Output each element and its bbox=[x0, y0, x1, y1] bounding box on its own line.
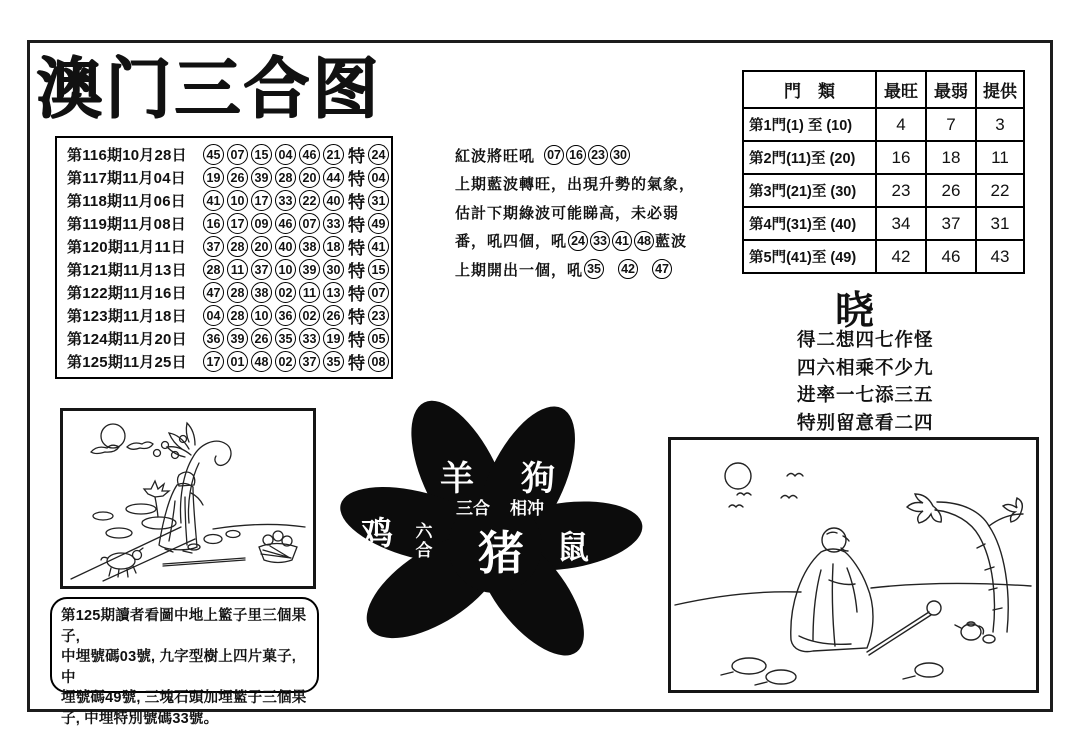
gate-offer-cell: 43 bbox=[976, 240, 1024, 273]
number-ball: 28 bbox=[227, 282, 248, 303]
gate-hot-cell: 4 bbox=[876, 108, 926, 141]
number-ball: 11 bbox=[227, 259, 248, 280]
zodiac-flower bbox=[333, 396, 643, 688]
sun-icon bbox=[725, 463, 751, 489]
zodiac-label-goat: 羊 bbox=[440, 460, 474, 498]
number-ball: 39 bbox=[251, 167, 272, 188]
number-ball: 15 bbox=[251, 144, 272, 165]
number-ball: 13 bbox=[323, 282, 344, 303]
number-ball: 10 bbox=[251, 305, 272, 326]
number-ball: 17 bbox=[227, 213, 248, 234]
wave-text: 上期藍波轉旺，出現升勢的氣象， bbox=[455, 176, 696, 194]
number-ball: 38 bbox=[251, 282, 272, 303]
number-ball: 45 bbox=[203, 144, 224, 165]
number-ball: 16 bbox=[203, 213, 224, 234]
special-label: 特 bbox=[348, 193, 365, 212]
zodiac-flower-art bbox=[333, 396, 643, 688]
gate-range-cell: 第5門(41)至 (49) bbox=[743, 240, 876, 273]
gate-weak-cell: 26 bbox=[926, 174, 976, 207]
fruit-basket bbox=[259, 531, 297, 563]
result-row bbox=[67, 350, 387, 373]
wave-line bbox=[455, 198, 740, 227]
number-ball: 44 bbox=[323, 167, 344, 188]
reader-note-line: 中埋號碼03號, 九字型樹上四片菓子, 中 bbox=[61, 649, 297, 686]
gate-header-cell: 提供 bbox=[976, 71, 1024, 108]
gate-weak-cell: 37 bbox=[926, 207, 976, 240]
number-ball: 02 bbox=[275, 282, 296, 303]
draw-date: 第117期11月04日 bbox=[67, 170, 186, 187]
wave-number-ball: 42 bbox=[618, 259, 638, 279]
number-ball: 20 bbox=[299, 167, 320, 188]
wave-number-ball: 23 bbox=[588, 145, 608, 165]
gate-hot-cell: 42 bbox=[876, 240, 926, 273]
stick-on-ground bbox=[163, 558, 245, 566]
leaf-cluster bbox=[1003, 498, 1022, 522]
wave-number-ball: 47 bbox=[652, 259, 672, 279]
riddle-line: 四六相乘不少九 bbox=[797, 356, 934, 378]
number-ball: 10 bbox=[275, 259, 296, 280]
lotus-pond bbox=[93, 481, 176, 538]
number-ball: 33 bbox=[323, 213, 344, 234]
number-ball: 28 bbox=[227, 236, 248, 257]
gate-weak-cell: 18 bbox=[926, 141, 976, 174]
number-ball: 30 bbox=[323, 259, 344, 280]
special-label: 特 bbox=[348, 147, 365, 166]
gate-offer-cell: 31 bbox=[976, 207, 1024, 240]
number-ball: 02 bbox=[299, 305, 320, 326]
number-ball: 20 bbox=[251, 236, 272, 257]
result-row bbox=[67, 304, 387, 327]
wave-number-ball: 16 bbox=[566, 145, 586, 165]
zodiac-label-dog: 狗 bbox=[521, 460, 555, 498]
number-ball: 40 bbox=[275, 236, 296, 257]
result-row bbox=[67, 235, 387, 258]
number-ball: 28 bbox=[227, 305, 248, 326]
result-row bbox=[67, 327, 387, 350]
result-row bbox=[67, 166, 387, 189]
wave-text: 估計下期綠波可能睇高，未必弱 bbox=[455, 204, 680, 222]
number-ball: 01 bbox=[227, 351, 248, 372]
number-ball: 28 bbox=[203, 259, 224, 280]
hooked-tree bbox=[154, 423, 232, 523]
riddle-line: 得二想四七作怪 bbox=[797, 329, 934, 350]
draw-date: 第123期11月18日 bbox=[67, 308, 187, 325]
reader-note-line: 子, 中埋特別號碼33號。 bbox=[61, 710, 219, 727]
riddle-heading: 晓 bbox=[835, 290, 875, 333]
number-ball: 07 bbox=[227, 144, 248, 165]
cloud-icon bbox=[127, 442, 153, 449]
wave-line bbox=[455, 227, 740, 256]
special-label: 特 bbox=[348, 216, 365, 235]
birds bbox=[729, 474, 803, 508]
wave-number-ball: 35 bbox=[584, 259, 604, 279]
gate-offer-cell: 22 bbox=[976, 174, 1024, 207]
monk-figure bbox=[791, 528, 873, 652]
result-row bbox=[67, 143, 387, 166]
draw-date: 第121期11月13日 bbox=[67, 262, 187, 279]
gate-offer-cell: 3 bbox=[976, 108, 1024, 141]
number-ball: 19 bbox=[203, 167, 224, 188]
zodiac-label-rooster: 鸡 bbox=[360, 515, 394, 551]
draw-date: 第120期11月11日 bbox=[67, 239, 186, 256]
wave-number-ball: 41 bbox=[612, 231, 632, 251]
gate-table-header bbox=[743, 71, 1024, 108]
number-ball: 26 bbox=[227, 167, 248, 188]
number-ball: 39 bbox=[299, 259, 320, 280]
gate-hot-cell: 34 bbox=[876, 207, 926, 240]
gate-range-cell: 第3門(21)至 (30) bbox=[743, 174, 876, 207]
wave-commentary bbox=[455, 141, 740, 284]
tree-fruit bbox=[162, 442, 169, 449]
gate-row bbox=[743, 207, 1024, 240]
number-ball: 37 bbox=[251, 259, 272, 280]
gate-range-cell: 第4門(31)至 (40) bbox=[743, 207, 876, 240]
number-ball: 22 bbox=[299, 190, 320, 211]
wave-number-ball: 30 bbox=[610, 145, 630, 165]
zodiac-label-rat: 鼠 bbox=[556, 529, 590, 565]
wave-number-ball: 24 bbox=[568, 231, 588, 251]
special-number-ball: 08 bbox=[368, 351, 389, 372]
page-title: 澳门三合图 bbox=[36, 51, 381, 125]
special-label: 特 bbox=[348, 262, 365, 281]
number-ball: 36 bbox=[203, 328, 224, 349]
wave-text: 上期開出一個，吼 bbox=[455, 261, 584, 279]
result-row bbox=[67, 281, 387, 304]
number-ball: 46 bbox=[275, 213, 296, 234]
reader-note-line: 埋號碼49號, 三塊石頭加埋籃子三個果 bbox=[61, 690, 307, 706]
special-label: 特 bbox=[348, 170, 365, 189]
gate-offer-cell: 11 bbox=[976, 141, 1024, 174]
gate-row bbox=[743, 174, 1024, 207]
wave-number-ball: 33 bbox=[590, 231, 610, 251]
relation-label-he: 合 bbox=[415, 541, 433, 560]
reader-note bbox=[50, 597, 319, 727]
number-ball: 09 bbox=[251, 213, 272, 234]
number-ball: 47 bbox=[203, 282, 224, 303]
wave-line bbox=[455, 255, 740, 284]
number-ball: 37 bbox=[299, 351, 320, 372]
gate-row bbox=[743, 141, 1024, 174]
number-ball: 37 bbox=[203, 236, 224, 257]
number-ball: 33 bbox=[299, 328, 320, 349]
riddle-poem bbox=[797, 326, 934, 436]
result-row bbox=[67, 189, 387, 212]
riddle-line: 进率一七添三五 bbox=[797, 384, 934, 405]
special-label: 特 bbox=[348, 239, 365, 258]
wave-text: 紅波將旺吼 bbox=[455, 147, 536, 165]
number-ball: 46 bbox=[299, 144, 320, 165]
gate-header-cell: 門 類 bbox=[743, 71, 876, 108]
number-ball: 28 bbox=[275, 167, 296, 188]
gate-stats-table bbox=[742, 70, 1025, 274]
relation-label-sanhe: 三合 bbox=[456, 499, 490, 518]
wave-text: 番，吼四個，吼 bbox=[455, 233, 568, 251]
wave-number-ball: 48 bbox=[634, 231, 654, 251]
gate-header-cell: 最旺 bbox=[876, 71, 926, 108]
gate-hot-cell: 23 bbox=[876, 174, 926, 207]
special-number-ball: 41 bbox=[368, 236, 389, 257]
gate-row bbox=[743, 108, 1024, 141]
special-number-ball: 49 bbox=[368, 213, 389, 234]
teapot-and-cup bbox=[955, 622, 995, 643]
gate-weak-cell: 46 bbox=[926, 240, 976, 273]
zodiac-label-pig: 猪 bbox=[478, 527, 524, 579]
gate-header-cell: 最弱 bbox=[926, 71, 976, 108]
number-ball: 33 bbox=[275, 190, 296, 211]
number-ball: 04 bbox=[203, 305, 224, 326]
draw-date: 第116期10月28日 bbox=[67, 147, 187, 164]
staff bbox=[867, 601, 941, 655]
number-ball: 21 bbox=[323, 144, 344, 165]
number-ball: 38 bbox=[299, 236, 320, 257]
special-label: 特 bbox=[348, 354, 365, 373]
number-ball: 39 bbox=[227, 328, 248, 349]
cloud-icon bbox=[91, 445, 119, 453]
special-label: 特 bbox=[348, 331, 365, 350]
number-ball: 19 bbox=[323, 328, 344, 349]
gate-range-cell: 第2門(11)至 (20) bbox=[743, 141, 876, 174]
relation-label-xiangchong: 相冲 bbox=[510, 499, 544, 518]
bent-tree bbox=[907, 494, 1023, 632]
special-label: 特 bbox=[348, 285, 365, 304]
right-illustration-art bbox=[671, 440, 1036, 690]
wave-line bbox=[455, 170, 740, 199]
number-ball: 26 bbox=[251, 328, 272, 349]
number-ball: 11 bbox=[299, 282, 320, 303]
result-row bbox=[67, 258, 387, 281]
special-number-ball: 23 bbox=[368, 305, 389, 326]
number-ball: 48 bbox=[251, 351, 272, 372]
tree-fruit bbox=[154, 450, 161, 457]
gate-range-cell: 第1門(1) 至 (10) bbox=[743, 108, 876, 141]
special-label: 特 bbox=[348, 308, 365, 327]
right-illustration bbox=[668, 437, 1039, 693]
relation-label-liu: 六 bbox=[415, 522, 433, 541]
wave-text: 藍波 bbox=[655, 233, 688, 251]
special-number-ball: 05 bbox=[368, 328, 389, 349]
wave-number-ball: 07 bbox=[544, 145, 564, 165]
number-ball: 35 bbox=[275, 328, 296, 349]
riddle-line: 特别留意看二四 bbox=[797, 411, 934, 433]
gate-hot-cell: 16 bbox=[876, 141, 926, 174]
result-row bbox=[67, 212, 387, 235]
left-illustration-art bbox=[63, 411, 313, 586]
draw-date: 第119期11月08日 bbox=[67, 216, 186, 233]
gate-weak-cell: 7 bbox=[926, 108, 976, 141]
number-ball: 17 bbox=[203, 351, 224, 372]
moon-icon bbox=[101, 424, 125, 448]
draw-date: 第125期11月25日 bbox=[67, 354, 187, 371]
results-table bbox=[55, 136, 393, 379]
draw-date: 第124期11月20日 bbox=[67, 331, 187, 348]
draw-date: 第122期11月16日 bbox=[67, 285, 187, 302]
number-ball: 36 bbox=[275, 305, 296, 326]
leaf-cluster bbox=[907, 494, 941, 523]
number-ball: 35 bbox=[323, 351, 344, 372]
gate-row bbox=[743, 240, 1024, 273]
special-number-ball: 07 bbox=[368, 282, 389, 303]
special-number-ball: 31 bbox=[368, 190, 389, 211]
stones bbox=[721, 658, 943, 685]
number-ball: 18 bbox=[323, 236, 344, 257]
number-ball: 17 bbox=[251, 190, 272, 211]
number-ball: 26 bbox=[323, 305, 344, 326]
special-number-ball: 04 bbox=[368, 167, 389, 188]
reader-note-line: 第125期讀者看圖中地上籃子里三個果子, bbox=[61, 608, 307, 645]
number-ball: 04 bbox=[275, 144, 296, 165]
wave-line bbox=[455, 141, 740, 170]
number-ball: 07 bbox=[299, 213, 320, 234]
left-illustration bbox=[60, 408, 316, 589]
number-ball: 02 bbox=[275, 351, 296, 372]
number-ball: 41 bbox=[203, 190, 224, 211]
number-ball: 40 bbox=[323, 190, 344, 211]
number-ball: 10 bbox=[227, 190, 248, 211]
special-number-ball: 24 bbox=[368, 144, 389, 165]
special-number-ball: 15 bbox=[368, 259, 389, 280]
draw-date: 第118期11月06日 bbox=[67, 193, 186, 210]
